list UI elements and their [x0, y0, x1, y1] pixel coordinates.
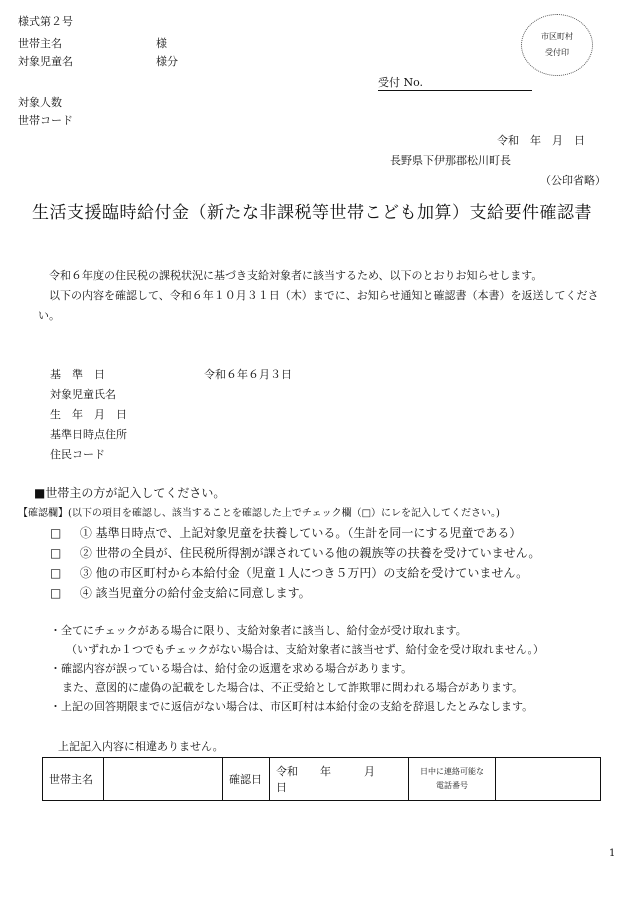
- check-item: [50, 564, 528, 581]
- check-item-text: ④ 該当児童分の給付金支給に同意します。: [79, 586, 311, 600]
- checkbox-2[interactable]: □: [50, 546, 62, 560]
- note-2-detail: また、意図的に虚偽の記載をした場合は、不正受給として詐欺罪に問われる場合があります。: [62, 681, 524, 694]
- confirm-date-input[interactable]: 令和 年 月 日: [270, 758, 409, 801]
- head-name-cell-label: 世帯主名: [43, 758, 104, 801]
- note-2: ・確認内容が誤っている場合は、給付金の返還を求める場合があります。: [50, 662, 413, 675]
- child-name-label: 対象児童名: [18, 55, 73, 68]
- head-name-label: 世帯主名: [18, 37, 62, 50]
- signature-table: [42, 757, 601, 801]
- child-full-name-label: 対象児童氏名: [50, 388, 116, 401]
- checkbox-1[interactable]: □: [50, 526, 62, 540]
- seal-line-1: 市区町村: [541, 32, 573, 41]
- check-item-text: ① 基準日時点で、上記対象児童を扶養している。（生計を同一にする児童である）: [79, 526, 522, 540]
- phone-label-line-1: 日中に連絡可能な: [420, 767, 484, 776]
- check-item-text: ③ 他の市区町村から本給付金（児童１人につき５万円）の支給を受けていません。: [79, 566, 529, 580]
- resident-code-label: 住民コード: [50, 448, 105, 461]
- section-instruction: 【確認欄】(以下の項目を確認し、該当することを確認した上でチェック欄（□）にレを記入してください。): [18, 508, 500, 519]
- issuer-name: 長野県下伊那郡松川町長: [390, 154, 511, 167]
- check-item: [50, 544, 540, 561]
- check-item: [50, 524, 521, 541]
- head-name-suffix: 様: [156, 37, 167, 50]
- phone-number-input[interactable]: [496, 758, 601, 801]
- intro-paragraph-2: 以下の内容を確認して、令和６年１０月３１日（木）までに、お知らせ通知と確認書（本書）を返送してください。: [38, 289, 599, 322]
- note-1: ・全てにチェックがある場合に限り、支給対象者に該当し、給付金が受け取れます。: [50, 624, 467, 637]
- note-3: ・上記の回答期限までに返信がない場合は、市区町村は本給付金の支給を辞退したとみなします。: [50, 700, 534, 713]
- form-number: 様式第２号: [18, 15, 73, 28]
- base-date-address-label: 基準日時点住所: [50, 428, 127, 441]
- confirm-statement: 上記記入内容に相違ありません。: [58, 740, 224, 753]
- check-item-text: ② 世帯の全員が、住民税所得割が課されている他の親族等の扶養を受けていません。: [79, 546, 541, 560]
- intro-paragraph-1: 令和６年度の住民税の課税状況に基づき支給対象者に該当するため、以下のとおりお知らせします。: [49, 269, 543, 282]
- receipt-number-field: [378, 74, 532, 91]
- section-heading: ■世帯主の方が記入してください。: [34, 486, 226, 500]
- phone-label-line-2: 電話番号: [436, 781, 468, 790]
- child-name-suffix: 様分: [156, 55, 178, 68]
- issue-date: 令和 年 月 日: [497, 134, 585, 147]
- phone-label-cell: [409, 758, 496, 801]
- check-item: [50, 584, 311, 601]
- seal-line-2: 受付印: [545, 48, 569, 57]
- household-code-label: 世帯コード: [18, 114, 73, 127]
- checkbox-3[interactable]: □: [50, 566, 62, 580]
- base-date-value: 令和６年６月３日: [204, 368, 292, 381]
- target-count-label: 対象人数: [18, 96, 62, 109]
- base-date-label: 基 準 日: [50, 368, 105, 381]
- official-seal-note: （公印省略）: [540, 174, 606, 187]
- document-title: 生活支援臨時給付金（新たな非課税等世帯こども加算）支給要件確認書: [32, 203, 592, 223]
- page-number: 1: [609, 848, 616, 859]
- checkbox-4[interactable]: □: [50, 586, 62, 600]
- confirm-date-label: 確認日: [223, 758, 270, 801]
- receipt-seal-stamp: [521, 14, 593, 76]
- head-name-input[interactable]: [104, 758, 223, 801]
- receipt-number-label: 受付 No.: [378, 76, 424, 89]
- note-1-detail: （いずれか１つでもチェックがない場合は、支給対象者に該当せず、給付金を受け取れません。）: [66, 643, 544, 656]
- date-of-birth-label: 生 年 月 日: [50, 408, 127, 421]
